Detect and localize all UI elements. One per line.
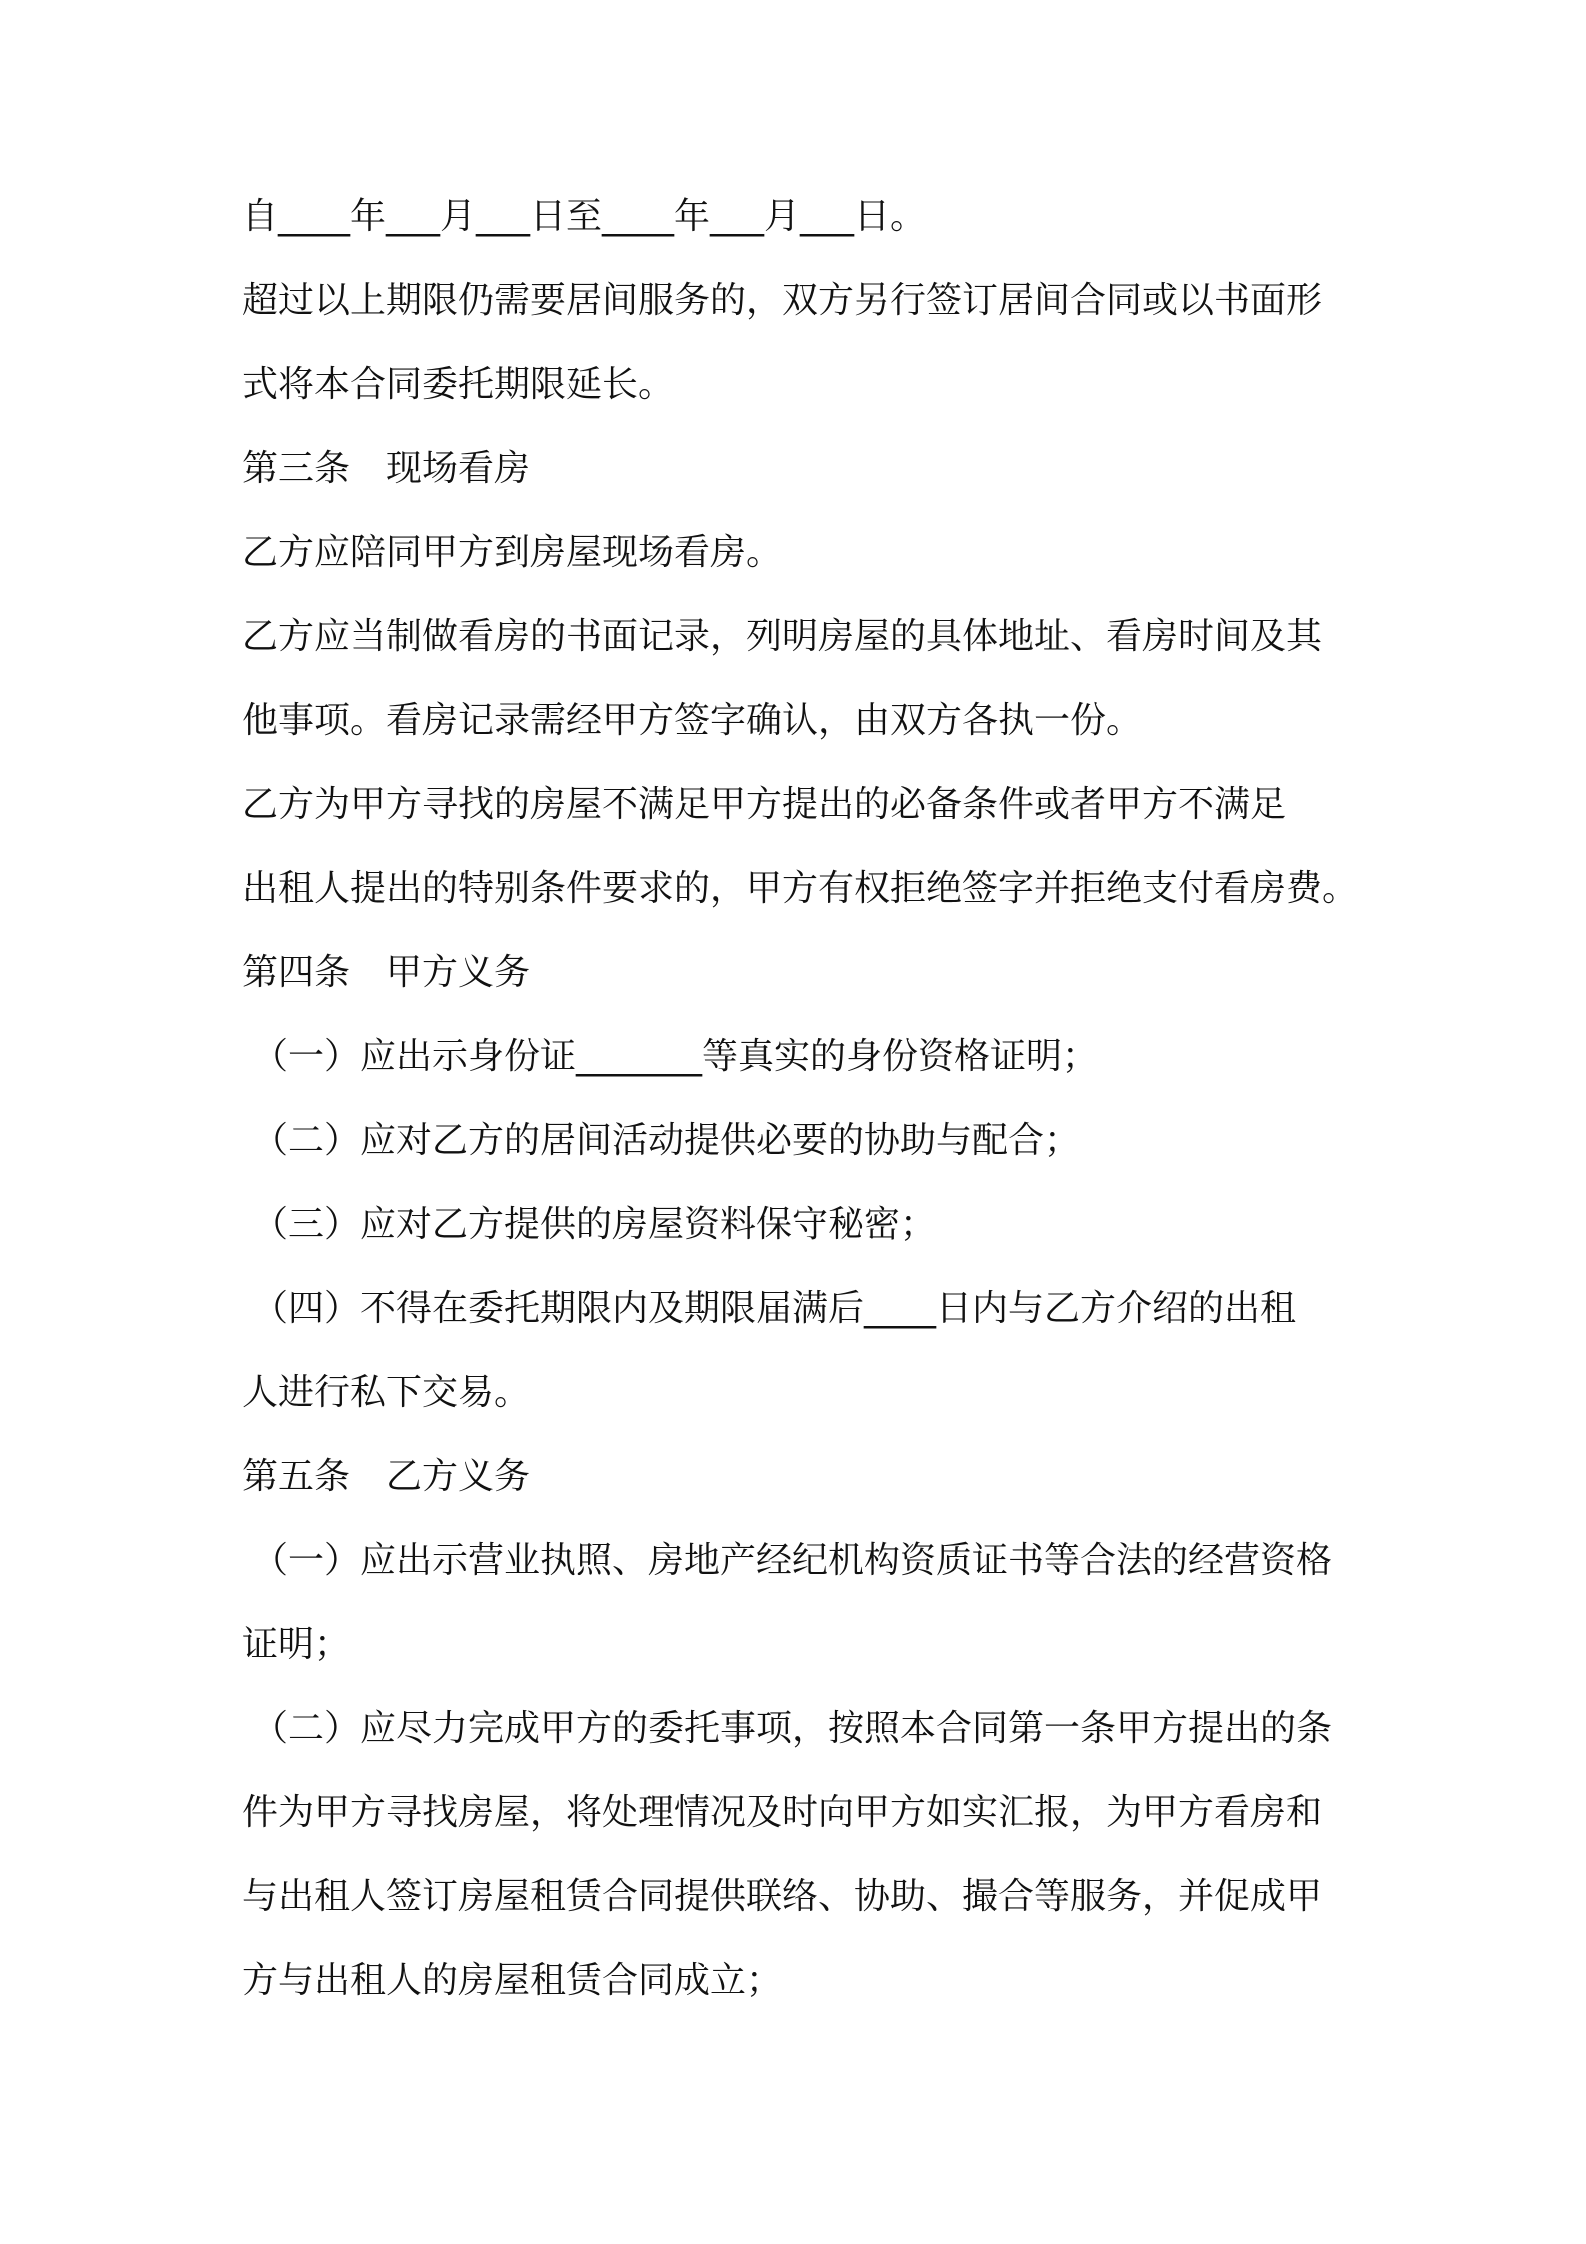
article-3-paragraph-1: 乙方应陪同甲方到房屋现场看房。	[242, 532, 783, 573]
extension-paragraph-line-1: 超过以上期限仍需要居间服务的，双方另行签订居间合同或以书面形	[242, 280, 1323, 321]
term-period-line: 自____年___月___日至____年___月___日。	[242, 196, 926, 237]
article-3-paragraph-3-line-2: 出租人提出的特别条件要求的，甲方有权拒绝签字并拒绝支付看房费。	[242, 868, 1359, 909]
article-5-item-2-line-2: 件为甲方寻找房屋，将处理情况及时向甲方如实汇报，为甲方看房和	[242, 1792, 1323, 1833]
article-5-item-2-line-1: （二）应尽力完成甲方的委托事项，按照本合同第一条甲方提出的条	[252, 1708, 1333, 1749]
article-5-heading: 第五条 乙方义务	[242, 1456, 531, 1497]
article-5-item-1-line-1: （一）应出示营业执照、房地产经纪机构资质证书等合法的经营资格	[252, 1540, 1333, 1581]
article-5-item-1-line-2: 证明；	[242, 1624, 351, 1665]
article-4-heading: 第四条 甲方义务	[242, 952, 531, 993]
article-4-item-1: （一）应出示身份证_______等真实的身份资格证明；	[252, 1036, 1099, 1077]
extension-paragraph-line-2: 式将本合同委托期限延长。	[242, 364, 675, 405]
article-4-item-4-line-2: 人进行私下交易。	[242, 1372, 531, 1413]
article-5-item-2-line-3: 与出租人签订房屋租赁合同提供联络、协助、撮合等服务，并促成甲	[242, 1876, 1323, 1917]
article-3-paragraph-2-line-1: 乙方应当制做看房的书面记录，列明房屋的具体地址、看房时间及其	[242, 616, 1323, 657]
article-3-heading: 第三条 现场看房	[242, 448, 531, 489]
article-4-item-3: （三）应对乙方提供的房屋资料保守秘密；	[252, 1204, 937, 1245]
article-3-paragraph-3-line-1: 乙方为甲方寻找的房屋不满足甲方提出的必备条件或者甲方不满足	[242, 784, 1287, 825]
article-4-item-4-line-1: （四）不得在委托期限内及期限届满后____日内与乙方介绍的出租	[252, 1288, 1297, 1329]
article-5-item-2-line-4: 方与出租人的房屋租赁合同成立；	[242, 1960, 783, 2001]
article-4-item-2: （二）应对乙方的居间活动提供必要的协助与配合；	[252, 1120, 1081, 1161]
document-body	[242, 196, 1422, 2044]
article-3-paragraph-2-line-2: 他事项。看房记录需经甲方签字确认，由双方各执一份。	[242, 700, 1143, 741]
